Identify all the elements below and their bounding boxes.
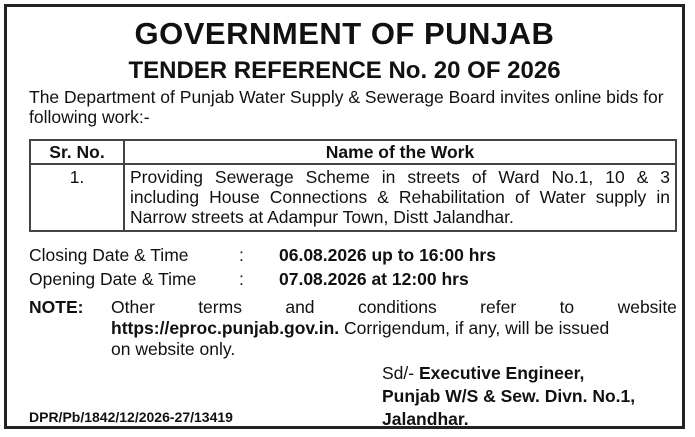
note-label: NOTE: <box>29 297 84 317</box>
dpr-reference: DPR/Pb/1842/12/2026-27/13419 <box>29 409 233 425</box>
signature-prefix: Sd/- <box>382 363 419 383</box>
intro-text: The Department of Punjab Water Supply & Sewerage Board invites online bids for following work:- <box>29 87 664 127</box>
signature-line-1 <box>382 362 635 385</box>
signature-block <box>382 362 635 431</box>
note-line-2 <box>29 318 677 339</box>
signature-division: Punjab W/S & Sew. Divn. No.1, <box>382 386 636 406</box>
closing-date-value: 06.08.2026 up to 16:00 hrs <box>279 245 496 265</box>
note-line-1 <box>29 297 677 318</box>
page-title: GOVERNMENT OF PUNJAB <box>134 16 555 51</box>
note-word: Other <box>111 297 155 317</box>
row-work-name: Providing Sewerage Scheme in streets of Ward No.1, 10 & 3 including House Connections & Rehabilitation of Water supply in Narrow streets at Adampur Town, Distt Jalandhar. <box>124 164 676 231</box>
advertisement-frame <box>4 4 685 429</box>
opening-date-label: Opening Date & Time <box>29 269 197 289</box>
table-row <box>30 164 676 231</box>
opening-separator: : <box>239 269 244 289</box>
column-header-sr-no: Sr. No. <box>30 140 124 164</box>
column-header-work-name: Name of the Work <box>124 140 676 164</box>
note-word: refer <box>480 297 517 317</box>
signature-line-2 <box>382 385 635 408</box>
signature-line-3 <box>382 408 635 431</box>
opening-date-row <box>29 267 496 291</box>
table-header-row <box>30 140 676 164</box>
note-word: website <box>617 297 677 317</box>
note-word: and <box>285 297 315 317</box>
note-word: to <box>559 297 575 317</box>
closing-date-label: Closing Date & Time <box>29 245 189 265</box>
dates-block <box>29 243 496 291</box>
note-word: conditions <box>357 297 437 317</box>
signature-location: Jalandhar. <box>382 409 469 429</box>
works-table <box>29 139 677 232</box>
row-sr-no: 1. <box>30 164 124 231</box>
tender-reference: TENDER REFERENCE No. 20 OF 2026 <box>128 57 561 84</box>
website-link[interactable]: https://eproc.punjab.gov.in. <box>111 318 340 338</box>
signature-designation: Executive Engineer, <box>418 363 585 383</box>
note-text <box>29 297 677 360</box>
note-line-3: on website only. <box>111 339 236 359</box>
opening-date-value: 07.08.2026 at 12:00 hrs <box>279 269 469 289</box>
closing-separator: : <box>239 245 244 265</box>
closing-date-row <box>29 243 496 267</box>
note-corrigendum-text: Corrigendum, if any, will be issued <box>339 318 610 338</box>
note-word: terms <box>198 297 242 317</box>
